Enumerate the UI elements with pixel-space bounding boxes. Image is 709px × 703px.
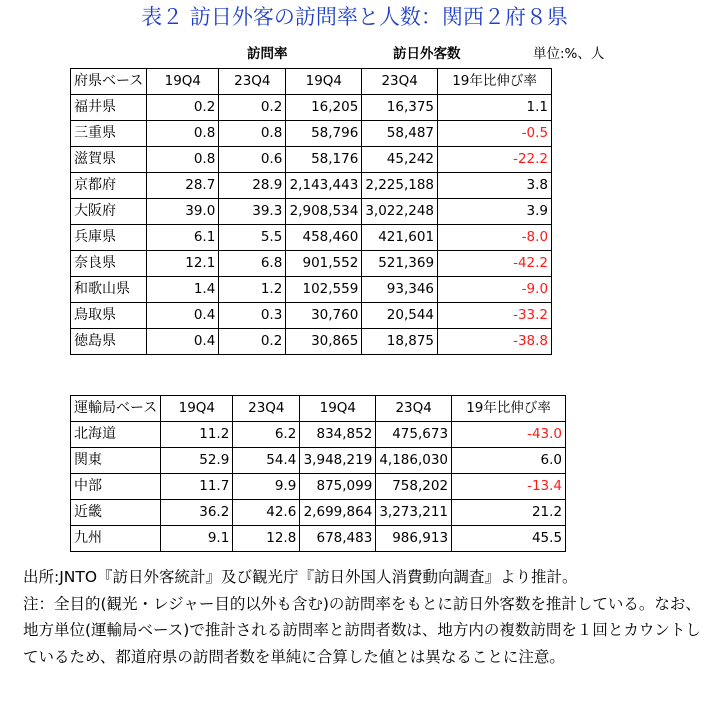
visit-rate-19q4-cell: 0.2 bbox=[147, 95, 219, 121]
visit-rate-23q4-cell: 6.8 bbox=[219, 251, 286, 277]
table-row bbox=[71, 251, 552, 277]
table-row bbox=[71, 303, 552, 329]
visitors-19q4-cell: 678,483 bbox=[300, 526, 376, 552]
visitors-19q4-cell: 16,205 bbox=[286, 95, 362, 121]
growth-rate-cell: 1.1 bbox=[438, 95, 552, 121]
visitors-23q4-cell: 3,273,211 bbox=[376, 500, 452, 526]
visit-rate-23q4-cell: 54.4 bbox=[233, 448, 300, 474]
visit-rate-19q4-cell: 0.8 bbox=[147, 147, 219, 173]
column-header: 23Q4 bbox=[376, 396, 452, 422]
visit-rate-23q4-cell: 0.2 bbox=[219, 95, 286, 121]
visitors-19q4-cell: 2,143,443 bbox=[286, 173, 362, 199]
region-name-cell: 三重県 bbox=[71, 121, 147, 147]
notes bbox=[23, 564, 703, 670]
growth-rate-cell: 3.9 bbox=[438, 199, 552, 225]
visitors-23q4-cell: 421,601 bbox=[362, 225, 438, 251]
visit-rate-23q4-cell: 6.2 bbox=[233, 422, 300, 448]
visitors-23q4-cell: 58,487 bbox=[362, 121, 438, 147]
visit-rate-19q4-cell: 11.7 bbox=[161, 474, 233, 500]
visit-rate-23q4-cell: 28.9 bbox=[219, 173, 286, 199]
region-name-cell: 大阪府 bbox=[71, 199, 147, 225]
visitors-19q4-cell: 30,865 bbox=[286, 329, 362, 355]
unit-label: 単位:%、人 bbox=[533, 46, 605, 62]
region-name-cell: 奈良県 bbox=[71, 251, 147, 277]
table-row bbox=[71, 173, 552, 199]
table-header-row bbox=[71, 396, 566, 422]
region-name-cell: 九州 bbox=[71, 526, 161, 552]
growth-rate-cell: -42.2 bbox=[438, 251, 552, 277]
visitors-23q4-cell: 2,225,188 bbox=[362, 173, 438, 199]
region-name-cell: 和歌山県 bbox=[71, 277, 147, 303]
region-name-cell: 福井県 bbox=[71, 95, 147, 121]
visit-rate-23q4-cell: 0.6 bbox=[219, 147, 286, 173]
growth-rate-cell: -13.4 bbox=[452, 474, 566, 500]
visit-rate-19q4-cell: 28.7 bbox=[147, 173, 219, 199]
growth-rate-cell: -22.2 bbox=[438, 147, 552, 173]
visitors-19q4-cell: 30,760 bbox=[286, 303, 362, 329]
visit-rate-19q4-cell: 6.1 bbox=[147, 225, 219, 251]
growth-rate-cell: 3.8 bbox=[438, 173, 552, 199]
table-row bbox=[71, 500, 566, 526]
column-header: 19Q4 bbox=[161, 396, 233, 422]
visitors-19q4-cell: 834,852 bbox=[300, 422, 376, 448]
transport-bureau-table bbox=[70, 395, 566, 552]
growth-rate-cell: -38.8 bbox=[438, 329, 552, 355]
visitors-23q4-cell: 16,375 bbox=[362, 95, 438, 121]
visitors-23q4-cell: 986,913 bbox=[376, 526, 452, 552]
visit-rate-19q4-cell: 11.2 bbox=[161, 422, 233, 448]
visit-rate-23q4-cell: 0.8 bbox=[219, 121, 286, 147]
visit-rate-19q4-cell: 39.0 bbox=[147, 199, 219, 225]
visit-rate-23q4-cell: 9.9 bbox=[233, 474, 300, 500]
growth-rate-cell: -43.0 bbox=[452, 422, 566, 448]
visit-rate-19q4-cell: 0.4 bbox=[147, 329, 219, 355]
page-title: 表２ 訪日外客の訪問率と人数：関西２府８県 bbox=[141, 5, 568, 29]
visit-rate-19q4-cell: 1.4 bbox=[147, 277, 219, 303]
visitors-header: 訪日外客数 bbox=[393, 46, 461, 62]
column-header: 19Q4 bbox=[147, 69, 219, 95]
visitors-23q4-cell: 20,544 bbox=[362, 303, 438, 329]
visitors-19q4-cell: 3,948,219 bbox=[300, 448, 376, 474]
visit-rate-19q4-cell: 36.2 bbox=[161, 500, 233, 526]
visitors-23q4-cell: 93,346 bbox=[362, 277, 438, 303]
table-row bbox=[71, 277, 552, 303]
visit-rate-header: 訪問率 bbox=[247, 46, 288, 62]
table-header-row bbox=[71, 69, 552, 95]
region-name-cell: 関東 bbox=[71, 448, 161, 474]
visitors-23q4-cell: 18,875 bbox=[362, 329, 438, 355]
visitors-23q4-cell: 521,369 bbox=[362, 251, 438, 277]
region-name-cell: 北海道 bbox=[71, 422, 161, 448]
visit-rate-19q4-cell: 9.1 bbox=[161, 526, 233, 552]
growth-rate-cell: 6.0 bbox=[452, 448, 566, 474]
visitors-19q4-cell: 2,908,534 bbox=[286, 199, 362, 225]
column-header: 19年比伸び率 bbox=[452, 396, 566, 422]
column-header: 府県ベース bbox=[71, 69, 147, 95]
region-name-cell: 近畿 bbox=[71, 500, 161, 526]
region-name-cell: 兵庫県 bbox=[71, 225, 147, 251]
column-header: 23Q4 bbox=[233, 396, 300, 422]
table-row bbox=[71, 225, 552, 251]
table-row bbox=[71, 95, 552, 121]
visitors-19q4-cell: 58,176 bbox=[286, 147, 362, 173]
growth-rate-cell: -9.0 bbox=[438, 277, 552, 303]
visitors-19q4-cell: 875,099 bbox=[300, 474, 376, 500]
visit-rate-23q4-cell: 12.8 bbox=[233, 526, 300, 552]
visitors-23q4-cell: 758,202 bbox=[376, 474, 452, 500]
visit-rate-23q4-cell: 5.5 bbox=[219, 225, 286, 251]
region-name-cell: 中部 bbox=[71, 474, 161, 500]
column-header: 23Q4 bbox=[362, 69, 438, 95]
visit-rate-19q4-cell: 12.1 bbox=[147, 251, 219, 277]
visit-rate-23q4-cell: 42.6 bbox=[233, 500, 300, 526]
visit-rate-19q4-cell: 52.9 bbox=[161, 448, 233, 474]
visitors-23q4-cell: 4,186,030 bbox=[376, 448, 452, 474]
visitors-23q4-cell: 3,022,248 bbox=[362, 199, 438, 225]
visitors-23q4-cell: 45,242 bbox=[362, 147, 438, 173]
prefecture-table bbox=[70, 68, 552, 355]
column-header: 19Q4 bbox=[286, 69, 362, 95]
growth-rate-cell: 21.2 bbox=[452, 500, 566, 526]
growth-rate-cell: -0.5 bbox=[438, 121, 552, 147]
table-row bbox=[71, 121, 552, 147]
column-header: 19Q4 bbox=[300, 396, 376, 422]
visit-rate-23q4-cell: 1.2 bbox=[219, 277, 286, 303]
growth-rate-cell: -33.2 bbox=[438, 303, 552, 329]
visit-rate-23q4-cell: 39.3 bbox=[219, 199, 286, 225]
source-note: 出所:JNTO『訪日外客統計』及び観光庁『訪日外国人消費動向調査』より推計。 bbox=[23, 568, 578, 586]
visit-rate-19q4-cell: 0.8 bbox=[147, 121, 219, 147]
region-name-cell: 滋賀県 bbox=[71, 147, 147, 173]
table-row bbox=[71, 199, 552, 225]
visitors-19q4-cell: 901,552 bbox=[286, 251, 362, 277]
visitors-19q4-cell: 458,460 bbox=[286, 225, 362, 251]
region-name-cell: 京都府 bbox=[71, 173, 147, 199]
table-row bbox=[71, 422, 566, 448]
visit-rate-23q4-cell: 0.2 bbox=[219, 329, 286, 355]
region-name-cell: 鳥取県 bbox=[71, 303, 147, 329]
growth-rate-cell: 45.5 bbox=[452, 526, 566, 552]
visitors-19q4-cell: 2,699,864 bbox=[300, 500, 376, 526]
visitors-23q4-cell: 475,673 bbox=[376, 422, 452, 448]
visitors-19q4-cell: 58,796 bbox=[286, 121, 362, 147]
visitors-19q4-cell: 102,559 bbox=[286, 277, 362, 303]
column-header: 運輸局ベース bbox=[71, 396, 161, 422]
method-note: 注：全目的(観光・レジャー目的以外も含む)の訪問率をもとに訪日外客数を推計している。なお、地方単位(運輸局ベース)で推計される訪問率と訪問者数は、地方内の複数訪問を１回とカウントしているため、都道府県の訪問者数を単純に合算した値とは異なることに注意。 bbox=[23, 594, 701, 666]
growth-rate-cell: -8.0 bbox=[438, 225, 552, 251]
table-row bbox=[71, 147, 552, 173]
column-header: 23Q4 bbox=[219, 69, 286, 95]
table-row bbox=[71, 448, 566, 474]
column-header: 19年比伸び率 bbox=[438, 69, 552, 95]
region-name-cell: 徳島県 bbox=[71, 329, 147, 355]
table-row bbox=[71, 526, 566, 552]
visit-rate-19q4-cell: 0.4 bbox=[147, 303, 219, 329]
visit-rate-23q4-cell: 0.3 bbox=[219, 303, 286, 329]
table-row bbox=[71, 329, 552, 355]
table-row bbox=[71, 474, 566, 500]
